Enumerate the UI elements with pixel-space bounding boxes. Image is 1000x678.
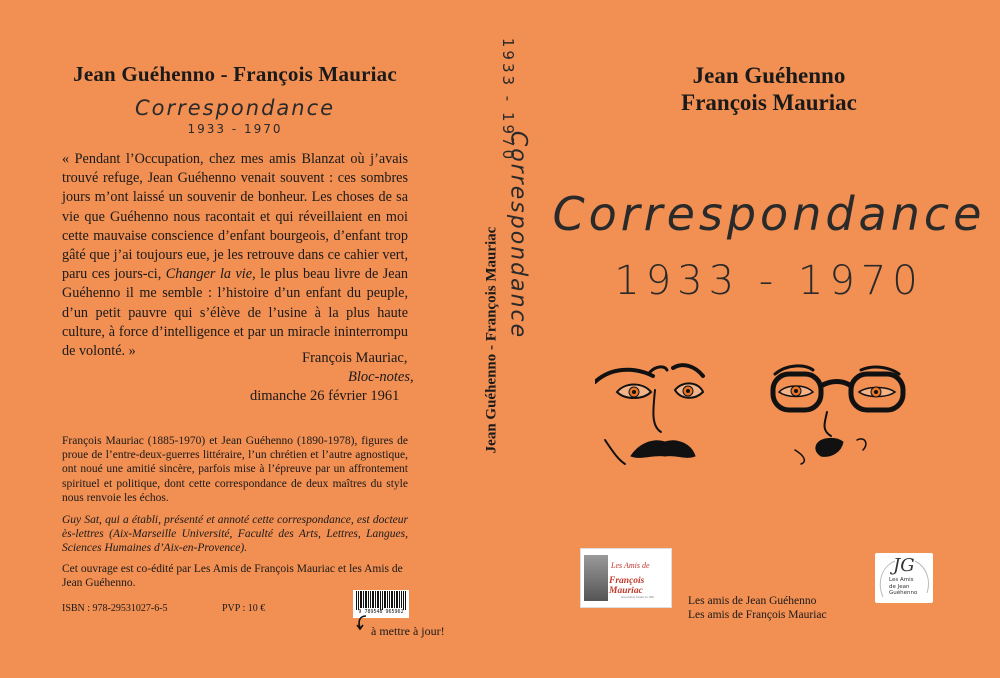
attribution-source: Bloc-notes <box>348 369 411 385</box>
attribution-date: dimanche 26 février 1961 <box>250 388 400 404</box>
publisher-societies <box>688 594 827 622</box>
logo-mauriac-line2: François Mauriac <box>609 576 645 596</box>
logo-guehenno-text <box>889 577 917 597</box>
authors-bio: François Mauriac (1885-1970) et Jean Guéhenno (1890-1978), figures de proue de l’entre-deux-guerres littéraire, l’un chrétien et l’autre agnostique, ont noué une amitié sincère, parfois mise à l’épreuve par un affrontement spirituel et politique, dont cette correspondance de deux maîtres du style nous renvoie les échos. <box>62 435 408 504</box>
logo-guehenno-monogram: JG <box>893 555 915 576</box>
editor-note: Guy Sat, qui a établi, présenté et annoté cette correspondance, est docteur ès-lettres (Aix-Marseille Université, Faculté des Arts, Lettres, Langues, Sciences Humaines d’Aix-en-Provence). <box>62 514 408 555</box>
attribution-source-line <box>240 368 440 387</box>
curved-arrow-icon <box>356 614 370 632</box>
quote-text-post: , le plus beau livre de Jean Guéhenno il me semble : l’histoire d’un enfant du peuple, d’un petit pauvre qui s’élève de l’usine à la plus haute culture, à force d’intelligence et par un miracle ininterrompu de volonté. » <box>62 266 408 360</box>
society-mauriac: Les amis de François Mauriac <box>688 609 827 621</box>
coedition-note: Cet ouvrage est co-édité par Les Amis de François Mauriac et les Amis de Jean Guéhenno. <box>62 563 403 590</box>
barcode-number: 9 789548 965962 <box>358 609 404 615</box>
logo-mauriac-small: Association fondée en 1981 <box>621 595 655 599</box>
back-years: 1933 - 1970 <box>187 122 283 136</box>
guehenno-caricature <box>773 366 903 464</box>
back-cover <box>0 0 470 678</box>
attribution-source-comma: , <box>410 369 414 385</box>
logo-guehenno-line3: Guéhenno <box>889 590 918 596</box>
update-note: à mettre à jour! <box>371 624 445 638</box>
price: PVP : 10 € <box>222 603 266 614</box>
back-title: Correspondance <box>134 96 336 120</box>
caricature-faces-illustration <box>595 360 965 490</box>
society-guehenno: Les amis de Jean Guéhenno <box>688 595 817 607</box>
mauriac-caricature <box>595 365 703 464</box>
attribution-name: François Mauriac, <box>302 350 408 366</box>
back-quote <box>62 150 408 361</box>
front-author-2: François Mauriac <box>681 90 857 115</box>
front-author-1: Jean Guéhenno <box>692 63 846 88</box>
mauriac-photo <box>584 555 608 601</box>
quote-attribution <box>240 349 440 406</box>
spine-title: Correspondance <box>505 130 531 340</box>
front-authors <box>538 62 1000 116</box>
back-authors: Jean Guéhenno - François Mauriac <box>73 62 397 86</box>
spine-years: 1933 - 1970 <box>499 37 517 163</box>
logo-guehenno-line1: Les Amis <box>889 577 914 583</box>
front-title: Correspondance <box>552 187 986 241</box>
spine-authors: Jean Guéhenno - François Mauriac <box>483 226 500 454</box>
quote-book-title: Changer la vie <box>165 266 253 283</box>
isbn: ISBN : 978-29531027-6-5 <box>62 603 168 614</box>
logo-amis-mauriac <box>580 548 672 608</box>
logo-amis-guehenno <box>875 553 933 603</box>
front-years: 1933 - 1970 <box>614 258 924 304</box>
barcode-bars-icon <box>355 591 407 610</box>
logo-guehenno-line2: de Jean <box>889 583 910 590</box>
logo-mauriac-line1: Les Amis de <box>611 561 650 570</box>
quote-text-pre: « Pendant l’Occupation, chez mes amis Blanzat où j’avais trouvé refuge, Jean Guéhenno venait souvent : ces sombres jours m’ont laissé un souvenir de bonheur. Les choses de sa vie que Guéhenno nous racontait et qui réveillaient en moi cette mauvaise conscience d’enfant bourgeois, d’enfant trop gâté que j’ai toujours eue, je les retrouve dans ce cahier vert, paru ces jours-ci, <box>62 151 408 283</box>
